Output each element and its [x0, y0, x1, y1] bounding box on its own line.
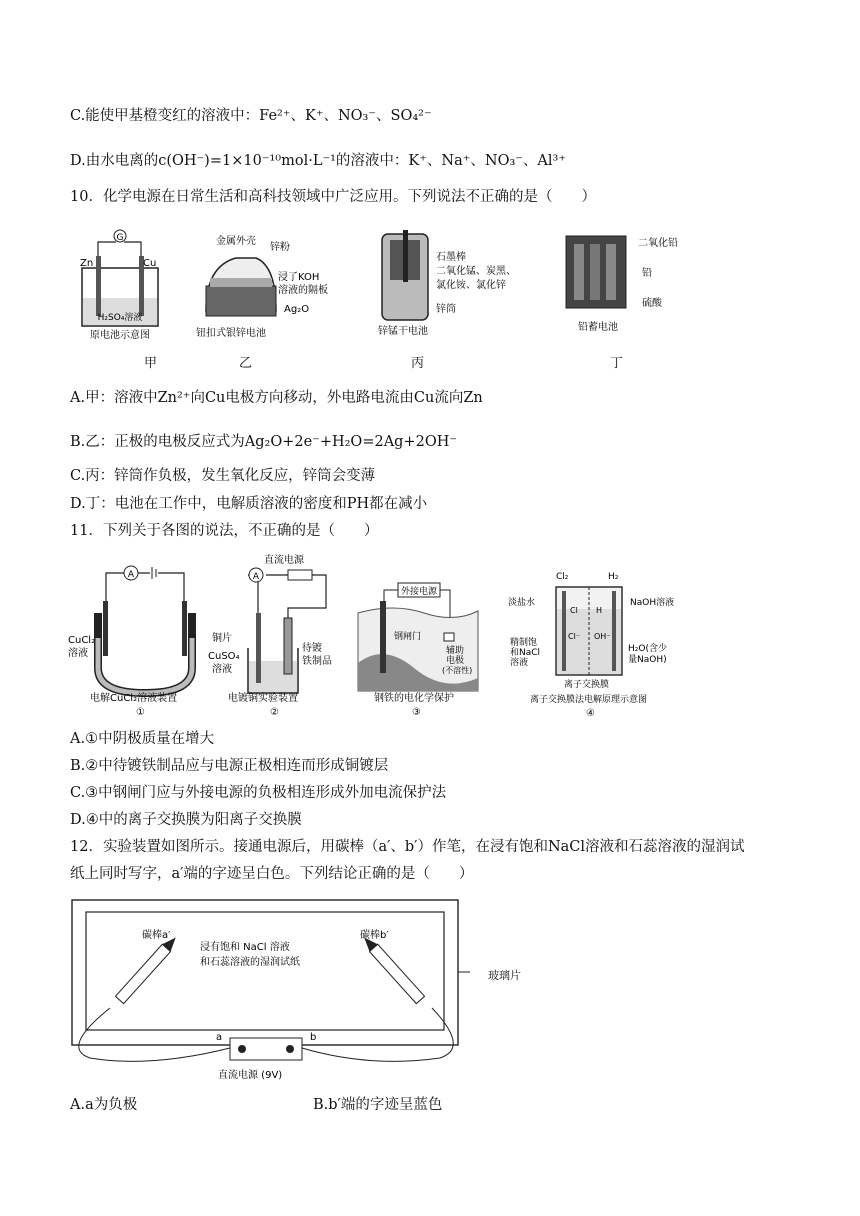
q10-option-c: C.丙：锌筒作负极，发生氧化反应，锌筒会变薄 [70, 468, 376, 484]
aux-electrode-label-3: (不溶性) [442, 666, 473, 675]
dc-power-label-2: 直流电源 [264, 555, 304, 566]
panel-name-bing: 丙 [411, 356, 425, 371]
mix-label-2: 氯化铵、氯化锌 [436, 280, 506, 291]
terminal-b-label: b [310, 1032, 317, 1043]
figure-cucl2-electrolysis [66, 553, 196, 718]
fig2-number: ② [270, 707, 279, 718]
water-in-label-1: H₂O(含少 [628, 644, 667, 654]
q11-option-d: D.④中的离子交换膜为阳离子交换膜 [70, 812, 302, 828]
rod-b-label: 碳棒b′ [360, 930, 389, 941]
h2so4-label: H₂SO₄溶液 [97, 313, 143, 323]
fig1-caption: 电解CuCl₂溶液装置 [90, 693, 178, 704]
ext-power-label: 外接电源 [400, 587, 438, 597]
q9-option-d: D.由水电离的c(OH⁻)=1×10⁻¹⁰mol·L⁻¹的溶液中：K⁺、Na⁺、NO₃⁻、Al³⁺ [70, 153, 567, 169]
galvanic-caption: 原电池示意图 [90, 330, 150, 341]
shell-label: 金属外壳 [216, 236, 256, 247]
aux-electrode-label-2: 电极 [446, 656, 465, 666]
aux-electrode-label-1: 辅助 [446, 646, 465, 656]
membrane-label: 离子交换膜 [564, 680, 610, 690]
panel-name-ding: 丁 [610, 356, 624, 371]
dilute-brine-label: 淡盐水 [508, 598, 536, 608]
fig4-number: ④ [586, 708, 595, 718]
q10-option-d: D.丁：电池在工作中，电解质溶液的密度和PH都在减小 [70, 496, 428, 512]
cuso4-label-2: 溶液 [212, 664, 232, 675]
steel-gate-label: 钢闸门 [394, 632, 422, 642]
h-top-label: H [596, 606, 603, 615]
brine-in-label-1: 精制饱 [510, 638, 538, 648]
q11-option-b: B.②中待镀铁制品应与电源正极相连而形成铜镀层 [70, 758, 389, 774]
ammeter-label-2: A [252, 572, 260, 582]
cucl2-label-1: CuCl₂ [68, 635, 96, 646]
oh-ion-label: OH⁻ [594, 632, 611, 641]
plated-item-label-2: 铁制品 [302, 656, 332, 667]
figure-copper-plating [208, 553, 338, 718]
cl2-label: Cl₂ [556, 572, 569, 582]
fig1-number: ① [136, 707, 145, 718]
q12-option-b: B.b′端的字迹呈蓝色 [313, 1097, 443, 1113]
cl-ion-label: Cl⁻ [568, 632, 581, 641]
naoh-out-label: NaOH溶液 [630, 598, 675, 608]
figure-carbon-rod-writing [70, 898, 470, 1090]
zn-label: Zn [80, 258, 94, 269]
mix-label-1: 二氧化锰、炭黑、 [436, 266, 516, 277]
h2-label: H₂ [608, 572, 619, 582]
fig3-caption: 钢铁的电化学保护 [374, 693, 454, 704]
terminal-a-label: a [216, 1032, 223, 1043]
graphite-rod-label: 石墨棒 [436, 252, 466, 263]
glass-plate-label: 玻璃片 [488, 969, 521, 982]
plated-item-label-1: 待镀 [302, 643, 322, 654]
figure-steel-protection [354, 573, 484, 718]
cucl2-label-2: 溶液 [68, 648, 88, 659]
fig4-caption: 离子交换膜法电解原理示意图 [530, 695, 648, 705]
dc-power-9v-label: 直流电源 (9V) [218, 1070, 283, 1081]
cu-label: Cu [143, 258, 157, 269]
figure-ion-exchange-electrolysis [500, 565, 690, 718]
cl-top-label: Cl [570, 606, 578, 615]
q12-option-a: A.a为负极 [70, 1097, 138, 1113]
lead-acid-caption: 铅蓄电池 [578, 322, 618, 333]
brine-in-label-3: 溶液 [510, 658, 529, 668]
water-in-label-2: 量NaOH) [628, 655, 667, 665]
rod-a-label: 碳棒a′ [142, 930, 171, 941]
pb-label: 铅 [642, 268, 652, 279]
fig2-caption: 电镀铜实验装置 [228, 693, 298, 704]
q12-stem-line-1: 12．实验装置如图所示。接通电源后，用碳棒（a′、b′）作笔，在浸有饱和NaCl溶液和石蕊溶液的湿润试 [70, 839, 745, 855]
q11-option-c: C.③中钢闸门应与外接电源的负极相连形成外加电流保护法 [70, 785, 447, 801]
q11-option-a: A.①中阴极质量在增大 [70, 731, 215, 747]
figure-button-cell [196, 226, 336, 346]
dry-cell-caption: 锌锰干电池 [378, 326, 428, 337]
fig3-number: ③ [412, 707, 421, 718]
paper-label-2: 和石蕊溶液的湿润试纸 [200, 957, 300, 968]
separator-label-1: 浸了KOH [278, 272, 320, 283]
figure-lead-acid-battery [560, 226, 710, 346]
panel-name-jia: 甲 [144, 356, 158, 371]
q10-stem: 10．化学电源在日常生活和高科技领域中广泛应用。下列说法不正确的是（ ） [70, 189, 596, 205]
panel-name-yi: 乙 [239, 356, 253, 371]
separator-label-2: 溶液的隔板 [278, 285, 328, 296]
galvanometer-label: G [116, 233, 124, 243]
ag2o-label: Ag₂O [284, 304, 310, 315]
brine-in-label-2: 和NaCl [510, 648, 541, 658]
cuso4-label-1: CuSO₄ [208, 651, 240, 662]
zinc-can-label: 锌筒 [436, 304, 456, 315]
acid-label: 硫酸 [642, 298, 662, 309]
copper-sheet-label: 铜片 [212, 633, 232, 644]
button-cell-caption: 钮扣式银锌电池 [196, 328, 266, 339]
q10-option-a: A.甲：溶液中Zn²⁺向Cu电极方向移动，外电路电流由Cu流向Zn [70, 390, 483, 406]
zinc-powder-label: 锌粉 [270, 242, 290, 253]
paper-label-1: 浸有饱和 NaCl 溶液 [200, 942, 290, 953]
ammeter-label-1: A [127, 570, 135, 580]
q12-stem-line-2: 纸上同时写字，a′端的字迹呈白色。下列结论正确的是（ ） [70, 866, 474, 882]
q9-option-c: C.能使甲基橙变红的溶液中：Fe²⁺、K⁺、NO₃⁻、SO₄²⁻ [70, 108, 432, 124]
figure-galvanic-cell [76, 226, 166, 346]
pbo2-label: 二氧化铅 [638, 238, 678, 249]
q11-stem: 11．下列关于各图的说法，不正确的是（ ） [70, 523, 379, 539]
figure-dry-cell [376, 226, 536, 346]
q10-option-b: B.乙：正极的电极反应式为Ag₂O+2e⁻+H₂O=2Ag+2OH⁻ [70, 434, 458, 450]
